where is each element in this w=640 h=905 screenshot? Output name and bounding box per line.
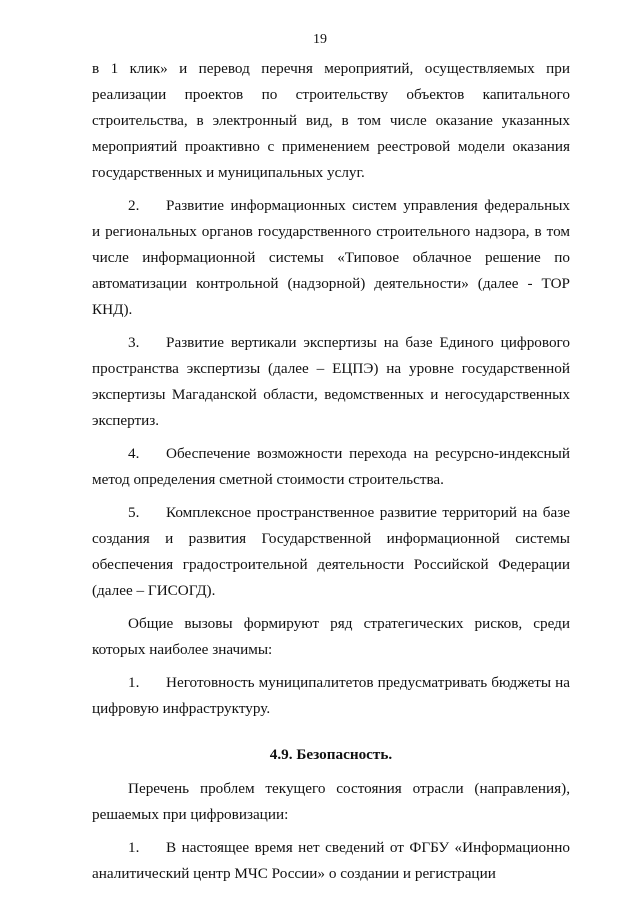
page-number: 19	[313, 32, 327, 47]
list-item	[92, 193, 570, 323]
list-item-text: Развитие вертикали экспертизы на базе Единого цифрового пространства экспертизы (далее – ЕЦПЭ) на уровне государственной экспертизы Магаданской области, ведомственных и негосударственных экспертиз.	[92, 334, 570, 429]
paragraph-text: Общие вызовы формируют ряд стратегических рисков, среди которых наиболее значимы:	[92, 615, 570, 658]
paragraph-continuation	[92, 56, 570, 186]
list-item	[92, 330, 570, 434]
paragraph-text: в 1 клик» и перевод перечня мероприятий, осуществляемых при реализации проектов по строительству объектов капитального строительства, в электронный вид, в том числе оказание указанных мероприятий проактивно с применением реестровой модели оказания государственных и муниципальных услуг.	[92, 60, 570, 181]
list-item-number: 1.	[128, 674, 140, 691]
list-item-number: 5.	[128, 504, 140, 521]
paragraph	[92, 611, 570, 663]
list-item	[92, 670, 570, 722]
list-item-number: 1.	[128, 839, 140, 856]
list-item	[92, 500, 570, 604]
section-heading: 4.9. Безопасность.	[269, 746, 393, 763]
list-item	[92, 835, 570, 887]
list-item-text: Обеспечение возможности перехода на ресурсно-индексный метод определения сметной стоимости строительства.	[92, 445, 570, 488]
paragraph-text: Перечень проблем текущего состояния отрасли (направления), решаемых при цифровизации:	[92, 780, 570, 823]
list-item-text: Комплексное пространственное развитие территорий на базе создания и развития Государственной информационной системы обеспечения градостроительной деятельности Российской Федерации (далее – ГИСОГД).	[92, 504, 570, 599]
list-item-number: 2.	[128, 197, 140, 214]
list-item-text: В настоящее время нет сведений от ФГБУ «Информационно аналитический центр МЧС России» о создании и регистрации	[92, 839, 570, 882]
section-intro	[92, 776, 570, 828]
document-body	[92, 56, 570, 887]
list-item-number: 3.	[128, 334, 140, 351]
list-item-text: Неготовность муниципалитетов предусматривать бюджеты на цифровую инфраструктуру.	[92, 674, 570, 717]
list-item-text: Развитие информационных систем управления федеральных и региональных органов государственного строительного надзора, в том числе информационной системы «Типовое облачное решение по автоматизации контрольной (надзорной) деятельности» (далее - ТОР КНД).	[92, 197, 570, 318]
list-item	[92, 441, 570, 493]
list-item-number: 4.	[128, 445, 140, 462]
